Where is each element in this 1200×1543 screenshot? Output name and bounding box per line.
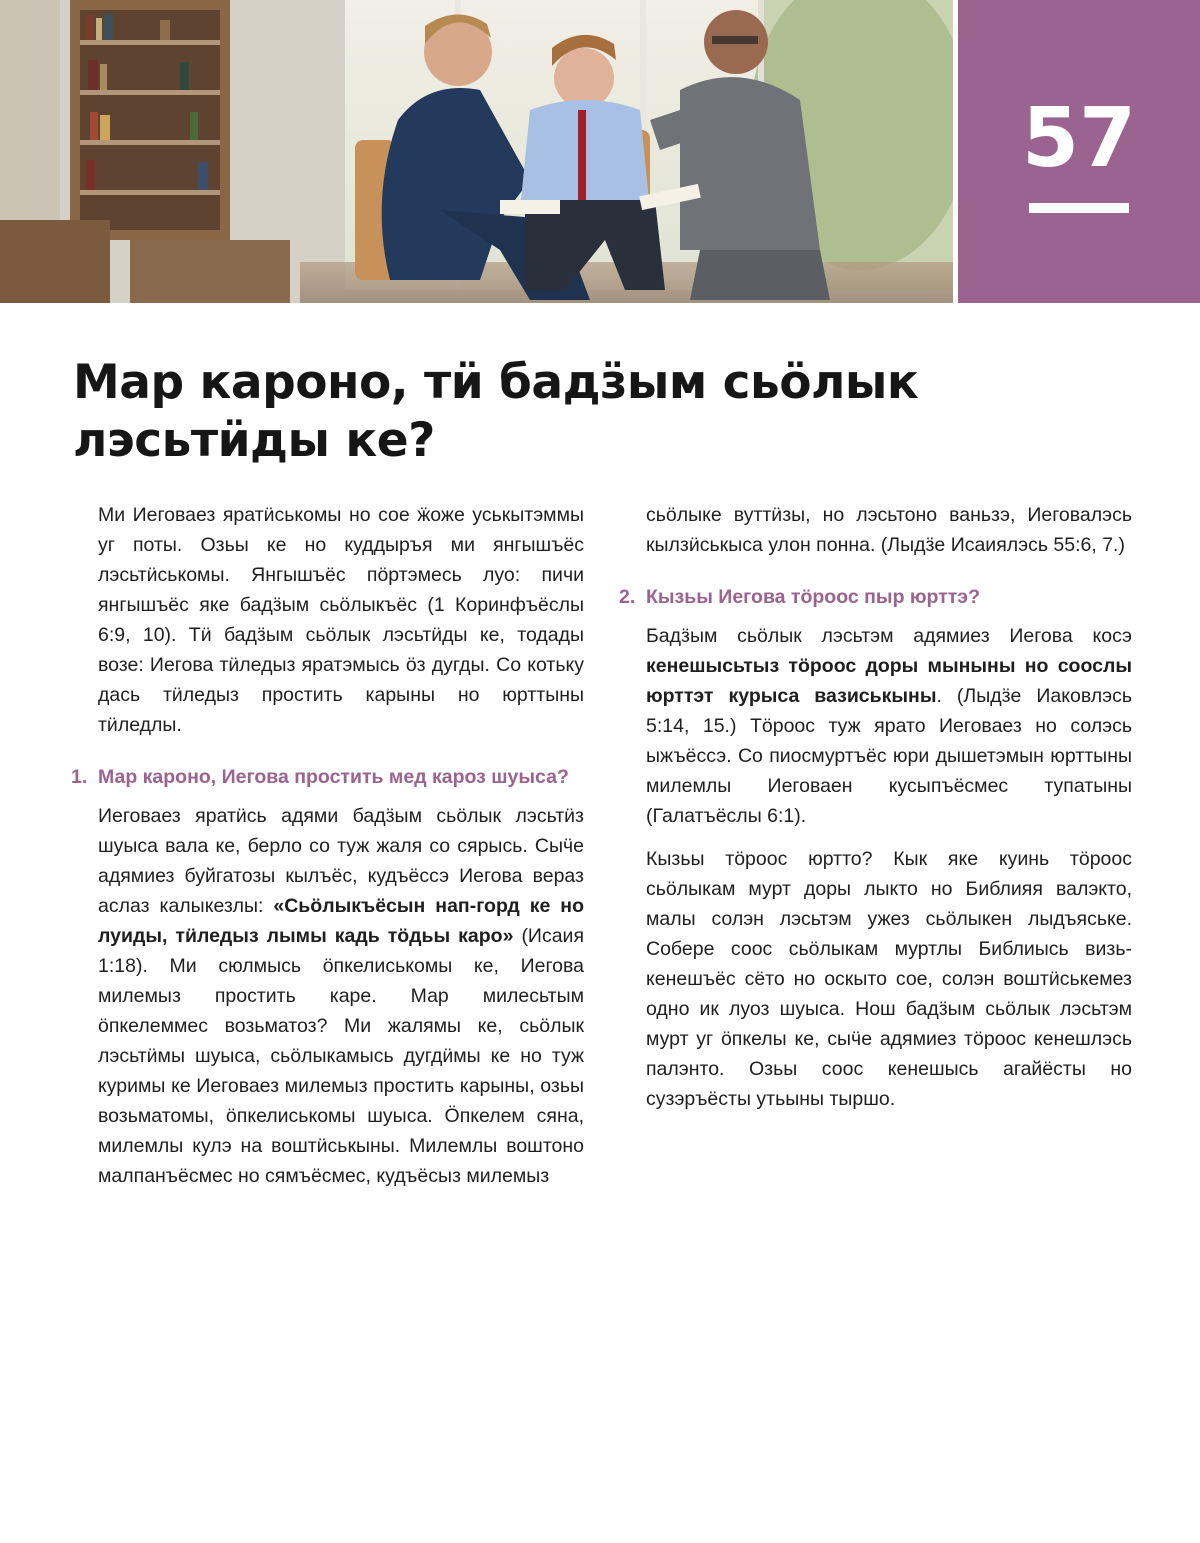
- section-2-paragraph-1: [646, 621, 1132, 831]
- section-2-text-a: Бадӟым сьӧлык лэсьтэм адямиез Иегова косэ: [646, 625, 1132, 647]
- badge-underline: [1029, 203, 1129, 213]
- intro-paragraph: Ми Иеговаез яратӥськомы но сое ӝоже уськытэммы уг поты. Озьы ке но куддыръя ми янгышъёс лэсьтӥськомы. Янгышъёс пӧртэмесь луо: пичи янгышъёс яке бадӟым сьӧлыкъёс (1 Коринфъёслы 6:9, 10). Тӥ бадӟым сьӧлык лэсьтӥды ке, тодады возе: Иегова тӥледыз яратэмысь ӧз дугды. Со котьку дась тӥледыз простить карыны но юрттыны тӥледлы.: [98, 504, 584, 736]
- hero-photo: [0, 0, 953, 303]
- lesson-badge: [958, 0, 1200, 303]
- section-1-heading-text: Мар кароно, Иегова простить мед кароз шуыса?: [98, 766, 569, 788]
- section-2-number: 2.: [619, 586, 636, 608]
- section-1-number: 1.: [71, 766, 88, 788]
- section-2-emphasis: кенешысьтыз тӧроос доры мыныны но соослы юрттэт курыса вазиськыны: [646, 655, 1132, 707]
- section-1-paragraph-continued: [646, 500, 1132, 560]
- section-1-heading: [71, 762, 584, 792]
- section-2-heading-text: Кызьы Иегова тӧроос пыр юрттэ?: [646, 586, 980, 608]
- section-1-scripture-quote: «Сьӧлыкъёсын нап-горд ке но луиды, тӥледыз лымы кадь тӧдьы каро»: [98, 895, 584, 947]
- section-2-text-b: . (Лыдӟе Иаковлэсь 5:14, 15.) Тӧроос туж ярато Иеговаез но солэсь ыжъёссэ. Со пиосмуртъёс юри дышетэмын юрттыны милемлы Иеговаен кусыпъёсмес тупатыны (Галатъёслы 6:1).: [646, 685, 1132, 827]
- lesson-number: 57: [1021, 91, 1137, 186]
- right-column: [619, 500, 1132, 1127]
- section-2-heading: [619, 582, 1132, 612]
- section-1-text-a: Иеговаез яратӥсь адями бадӟым сьӧлык лэсьтӥз шуыса вала ке, берло со туж жаля со сярысь. Сыӵе адямиез буйгатозы кылъёс, кудъёссэ Иегова вераз аслаз калыкезлы:: [98, 805, 584, 917]
- page-title: Мар кароно, тӥ бадӟым сьӧлык лэсьтӥды ке?: [73, 355, 919, 468]
- section-1-text-b: (Исаия 1:18). Ми сюлмысь ӧпкелиськомы ке, Иегова милемыз простить каре. Мар милесьтым ӧпкелеммес возьматоз? Ми жалямы ке, сьӧлык лэсьтӥмы шуыса, сьӧлыкамысь дугдӥмы ке но туж куримы ке Иеговаез милемыз простить карыны, озьы возьматомы, ӧпкелиськомы шуыса. Ӧпкелем сяна, милемлы кулэ на воштӥськыны. Милемлы воштоно малпанъёсмес но сямъёсмес, кудъёсыз милемыз: [98, 925, 584, 1187]
- section-1-paragraph: [98, 801, 584, 1191]
- left-column: [71, 500, 584, 1204]
- hero-illustration: [0, 0, 953, 303]
- section-2-paragraph-2: Кызьы тӧроос юртто? Кык яке куинь тӧроос сьӧлыкам мурт доры лыкто но Библияя валэкто, малы солэн лэсьтэм ужез сьӧлыкен лыдъяське. Собере соос сьӧлыкам муртлы Библиысь визь-кенешъёс сёто но оскыто сое, солэн воштӥськемез одно ик луоз шуыса. Нош бадӟым сьӧлык лэсьтэм мурт уг ӧпкелы ке, сыӵе адямиез тӧроос кенешлэсь палэнто. Озьы соос кенешысь агайёсты но сузэръёсты утьыны тыршо.: [646, 848, 1132, 1110]
- section-1-text-c: сьӧлыке вуттӥзы, но лэсьтоно ваньзэ, Иеговалэсь кылзӥськыса улон понна. (Лыдӟе Исаиялэсь 55:6, 7.): [646, 504, 1132, 556]
